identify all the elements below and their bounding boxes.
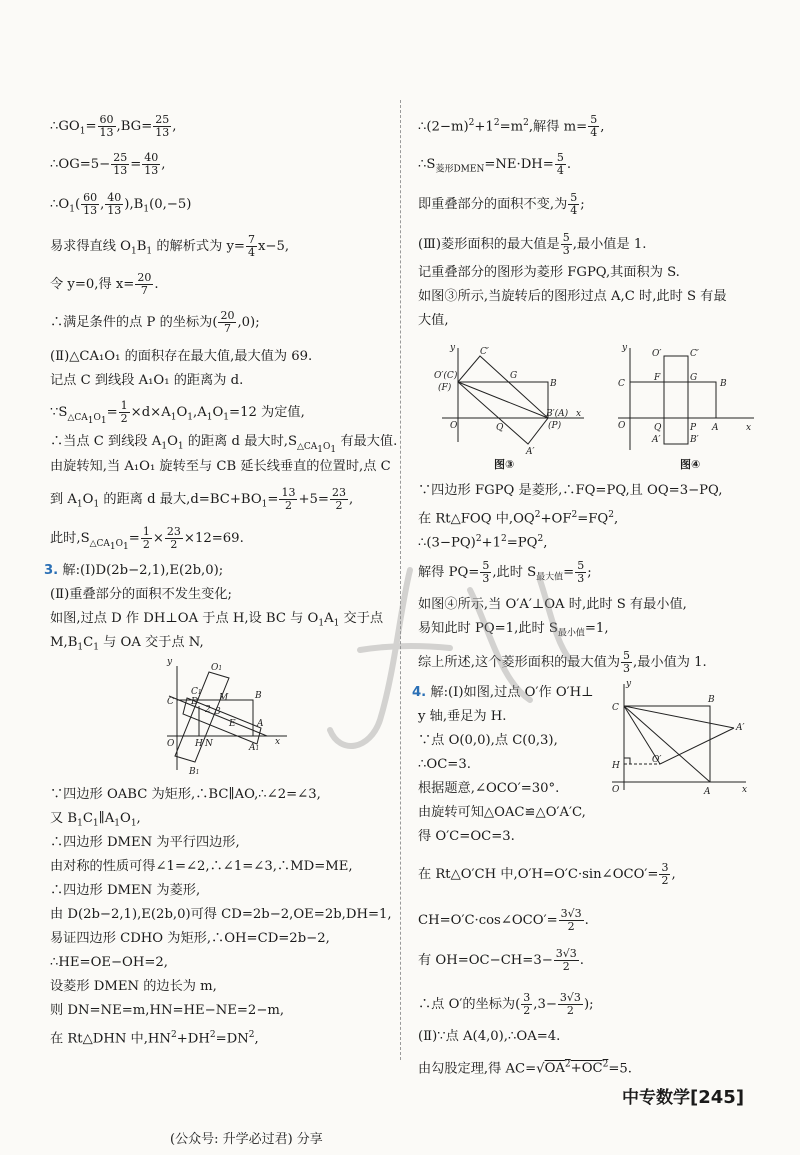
svg-text:B: B — [255, 691, 262, 701]
svg-text:C′: C′ — [480, 347, 489, 357]
text-line: $\therefore O_1$( $\frac{60}{13}$ , $\frac{40}{13}$ )$,B_1(0,-5)$ — [50, 191, 192, 217]
text-line: 如图④所示,当 O′A′⊥OA 时,此时 S 有最小值, — [418, 597, 687, 612]
text-line: ∵点 O(0,0),点 C(0,3), — [418, 733, 558, 748]
svg-text:y: y — [167, 658, 173, 667]
text-line: 如图③所示,当旋转后的图形过点 A,C 时,此时 S 有最 — [418, 289, 727, 304]
text-line: 易知此时 PQ=1,此时 $S_{最小值}=1$, — [418, 621, 609, 639]
text-line: $\therefore(3-PQ)^2+1^2=PQ^2$, — [418, 534, 548, 551]
text-line: 设菱形 DMEN 的边长为 m, — [50, 979, 217, 994]
text-line: (Ⅲ)菱形面积的最大值是 $\frac{5}{3}$ ,最小值是 1. — [418, 231, 647, 257]
text-line: 有 OH=OC−CH=3− $\frac{3√3}{2}$ . — [418, 947, 584, 973]
svg-text:(F): (F) — [438, 383, 452, 393]
subject-label: 中专数学 — [622, 1088, 690, 1108]
svg-text:B′: B′ — [690, 435, 699, 445]
text-line: (Ⅱ)△CA₁O₁ 的面积存在最大值,最大值为 69. — [50, 349, 313, 364]
svg-text:O: O — [167, 739, 175, 749]
text-line: (Ⅱ)∵点 A(4,0),∴OA=4. — [418, 1029, 561, 1044]
svg-text:A1: A1 — [249, 743, 260, 753]
page-number: 245 — [698, 1087, 736, 1108]
text-line: ∴OG=5− $\frac{25}{13}$ = $\frac{40}{13}$ , — [50, 151, 166, 177]
svg-text:x: x — [275, 737, 281, 747]
svg-text:D: D — [191, 697, 199, 707]
svg-text:A: A — [712, 423, 719, 433]
svg-text:Q: Q — [654, 423, 662, 433]
text-line: 则 DN=NE=m,HN=HE−NE=2−m, — [50, 1003, 285, 1018]
svg-text:B: B — [708, 695, 715, 705]
text-line: 又 $B_1C_1\parallel A_1O_1$, — [50, 811, 141, 829]
figure-4 — [614, 342, 764, 462]
svg-text:O: O — [612, 785, 620, 795]
svg-text:C: C — [612, 703, 619, 713]
text-line: $\therefore(2-m)^2+1^2=m^2$,解得 m= $\frac{5}{4}$ , — [418, 113, 605, 140]
text-line: ∴点 O′的坐标为( $\frac{3}{2}$ ,3− $\frac{3√3}{2}$ ); — [418, 991, 594, 1017]
svg-text:O: O — [618, 421, 626, 431]
svg-text:C: C — [167, 697, 174, 707]
text-line: 根据题意,∠OCO′=30°. — [418, 781, 560, 796]
svg-text:x: x — [742, 785, 748, 795]
share-note: (公众号: 升学必过君) 分享 — [170, 1132, 323, 1147]
figure-problem-4 — [604, 678, 754, 808]
text-line: 得 O′C=OC=3. — [418, 829, 515, 844]
svg-text:H: H — [612, 761, 620, 771]
text-line: 在 Rt△O′CH 中,O′H=O′C·sin∠OCO′= $\frac{3}{2}$ , — [418, 861, 676, 887]
svg-text:y: y — [450, 343, 456, 353]
text-line: ∵四边形 FGPQ 是菱形,∴FQ=PQ,且 OQ=3−PQ, — [418, 483, 723, 498]
figure-problem-3 — [165, 658, 295, 778]
svg-text:A′: A′ — [736, 723, 745, 733]
svg-text:A′: A′ — [652, 435, 661, 445]
svg-text:N: N — [205, 739, 213, 749]
text-line: 记重叠部分的图形为菱形 FGPQ,其面积为 S. — [418, 265, 680, 280]
text-line: 即重叠部分的面积不变,为 $\frac{5}{4}$ ; — [418, 191, 585, 217]
figure-4-caption: 图④ — [680, 458, 701, 471]
svg-text:G: G — [510, 371, 518, 381]
svg-text:A′: A′ — [526, 447, 535, 457]
svg-text:B: B — [550, 379, 557, 389]
text-line: ∴当点 C 到线段 $A_1O_1$ 的距离 d 最大时$,S_{\triangle CA_1O_1}$ 有最大值. — [50, 434, 398, 455]
text-line: 易证四边形 CDHO 为矩形,∴OH=CD=2b−2, — [50, 931, 330, 946]
text-line: ∴OC=3. — [418, 757, 471, 772]
svg-text:A: A — [257, 719, 264, 729]
svg-text:y: y — [622, 343, 628, 353]
text-line: 综上所述,这个菱形面积的最大值为 $\frac{5}{3}$ ,最小值为 1. — [418, 649, 707, 675]
svg-text:O′(C): O′(C) — [434, 371, 458, 381]
svg-text:x: x — [576, 409, 582, 419]
text-line: 解得 PQ= $\frac{5}{3}$ ,此时 $S_{最大值}=$ $\frac{5}{3}$ ; — [418, 559, 592, 585]
text-line: CH=O′C·cos∠OCO′= $\frac{3√3}{2}$ . — [418, 907, 589, 933]
text-line: 大值, — [418, 313, 449, 328]
svg-text:B1: B1 — [189, 767, 200, 777]
text-line: 此时$,S_{\triangle CA_1O_1}=$ $\frac{1}{2}$ × $\frac{23}{2}$ ×12=69. — [50, 525, 244, 552]
svg-text:(P): (P) — [548, 421, 562, 431]
svg-text:C: C — [618, 379, 625, 389]
text-line: 到 $A_1O_1$ 的距离 d 最大$,d=BC+BO_1=$ $\frac{13}{2}$ +5= $\frac{23}{2}$ , — [50, 486, 354, 512]
figure-3-caption: 图③ — [494, 458, 515, 471]
page-footer: 中专数学[245] — [622, 1087, 745, 1108]
svg-text:O′: O′ — [652, 349, 662, 359]
svg-text:3: 3 — [215, 707, 221, 717]
text-line: $M,B_1C_1$ 与 OA 交于点 N, — [50, 635, 204, 653]
text-line: 在 Rt△DHN 中$,HN^2+DH^2=DN^2$, — [50, 1030, 259, 1047]
text-line: (Ⅱ)重叠部分的面积不发生变化; — [50, 587, 232, 602]
svg-text:E: E — [229, 719, 236, 729]
figure-3 — [422, 342, 592, 462]
problem-3-header: 3. 解:(Ⅰ)D(2b−2,1),E(2b,0); — [44, 563, 224, 578]
svg-text:x: x — [746, 423, 752, 433]
svg-text:2: 2 — [205, 705, 211, 715]
svg-text:y: y — [626, 679, 632, 689]
text-line: $\therefore GO_1=$ $\frac{60}{13}$ ,BG= $\frac{25}{13}$ , — [50, 113, 177, 139]
text-line: 如图,过点 D 作 DH⊥OA 于点 H,设 BC 与 $O_1A_1$ 交于点 — [50, 611, 384, 629]
text-line: 由旋转可知△OAC≌△O′A′C, — [418, 805, 586, 820]
text-line: y 轴,垂足为 H. — [418, 709, 507, 724]
svg-text:F: F — [654, 373, 661, 383]
svg-text:O: O — [450, 421, 458, 431]
svg-text:P: P — [690, 423, 697, 433]
text-line: $\because S_{\triangle CA_1O_1}=$ $\frac{1}{2}$ $\times d\times A_1O_1,A_1O_1=12$ 为定值, — [50, 399, 305, 426]
svg-text:C1: C1 — [191, 687, 202, 697]
text-line: ∴满足条件的点 P 的坐标为( $\frac{20}{7}$ ,0); — [50, 309, 260, 335]
text-line: 记点 C 到线段 A₁O₁ 的距离为 d. — [50, 373, 244, 388]
problem-4-header: 4. 解:(Ⅰ)如图,过点 O′作 O′H⊥ — [412, 685, 594, 700]
column-divider — [400, 100, 401, 1060]
text-line: ∵四边形 OABC 为矩形,∴BC∥AO,∴∠2=∠3, — [50, 787, 321, 802]
svg-text:C′: C′ — [690, 349, 699, 359]
svg-text:O1: O1 — [211, 663, 223, 673]
text-line: ∴四边形 DMEN 为菱形, — [50, 883, 201, 898]
svg-text:Q: Q — [496, 423, 504, 433]
text-line: ∴四边形 DMEN 为平行四边形, — [50, 835, 240, 850]
svg-text:B′(A): B′(A) — [546, 409, 569, 419]
svg-text:B: B — [720, 379, 727, 389]
text-line: ∴HE=OE−OH=2, — [50, 955, 168, 970]
text-line: 由勾股定理,得 $AC=√OA^2+OC^2=5$. — [418, 1060, 632, 1077]
svg-text:A: A — [704, 787, 711, 797]
text-line: 由旋转知,当 A₁O₁ 旋转至与 CB 延长线垂直的位置时,点 C — [50, 459, 391, 474]
svg-text:H: H — [195, 739, 203, 749]
text-line: 令 y=0,得 x= $\frac{20}{7}$ . — [50, 271, 159, 297]
text-line: $\therefore S_{菱形DMEN}=NE\cdot DH=$ $\frac{5}{4}$ . — [418, 151, 572, 177]
text-line: 在 Rt△FOQ 中$,OQ^2+OF^2=FQ^2$, — [418, 510, 619, 527]
svg-text:O′: O′ — [652, 755, 662, 765]
text-line: 由 D(2b−2,1),E(2b,0)可得 CD=2b−2,OE=2b,DH=1, — [50, 907, 392, 922]
svg-text:M: M — [219, 693, 229, 703]
text-line: 由对称的性质可得∠1=∠2,∴∠1=∠3,∴MD=ME, — [50, 859, 353, 874]
svg-text:G: G — [690, 373, 698, 383]
text-line: 易求得直线 $O_1B_1$ 的解析式为 y= $\frac{7}{4}$ x−5, — [50, 233, 290, 259]
